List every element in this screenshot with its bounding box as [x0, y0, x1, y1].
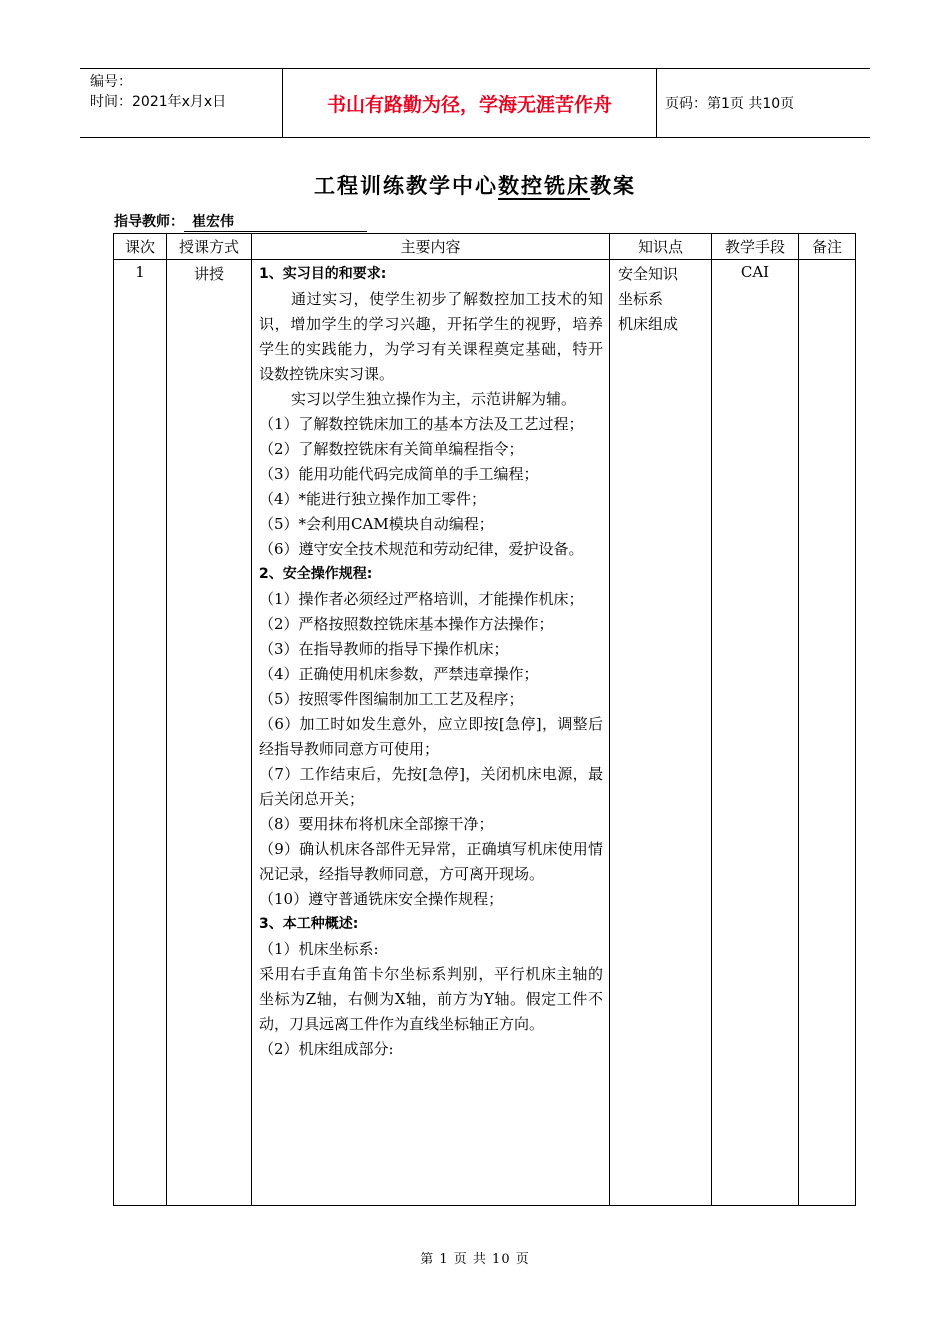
content-paragraph: 采用右手直角笛卡尔坐标系判别，平行机床主轴的坐标为Z轴，右侧为X轴，前方为Y轴。假定工件不动，刀具远离工件作为直线坐标轴正方向。 [259, 965, 603, 1033]
header-lesson: 课次 [114, 234, 167, 260]
content-paragraph: （1）操作者必须经过严格培训，才能操作机床； [259, 590, 584, 608]
knowledge-item: 机床组成 [618, 315, 679, 333]
motto: 书山有路勤为径，学海无涯苦作舟 [282, 69, 657, 137]
content-paragraph: 通过实习，使学生初步了解数控加工技术的知识，增加学生的学习兴趣，开拓学生的视野，培养学生的实践能力，为学习有关课程奠定基础，特开设数控铣床实习课。 [259, 290, 603, 383]
content-paragraph: （4）*能进行独立操作加工零件； [259, 490, 487, 508]
content-paragraph: （1）了解数控铣床加工的基本方法及工艺过程； [259, 415, 584, 433]
knowledge-item: 坐标系 [618, 290, 664, 308]
content-paragraph: （3）能用功能代码完成简单的手工编程； [259, 465, 539, 483]
content-paragraph: （2）机床组成部分: [259, 1040, 394, 1058]
title-suffix: 教案 [590, 174, 636, 198]
page-info: 页码：第1页 共10页 [665, 96, 795, 112]
section-heading: 3、本工种概述: [259, 916, 359, 932]
content-paragraph: （4）正确使用机床参数，严禁违章操作； [259, 665, 539, 683]
content-paragraph: （3）在指导教师的指导下操作机床； [259, 640, 509, 658]
header-content: 主要内容 [252, 234, 610, 260]
header-remark: 备注 [799, 234, 856, 260]
content-paragraph: （9）确认机床各部件无异常，正确填写机床使用情况记录，经指导教师同意，方可离开现场。 [259, 840, 603, 883]
content-paragraph: （5）*会利用CAM模块自动编程； [259, 515, 494, 533]
teacher-label: 指导教师： [114, 214, 184, 230]
teaching-means: CAI [712, 260, 799, 1206]
table-row [114, 260, 856, 1206]
title-subject: 数控铣床 [498, 174, 590, 198]
header-means: 教学手段 [712, 234, 799, 260]
content-paragraph: （6）加工时如发生意外，应立即按[急停]，调整后经指导教师同意方可使用； [259, 715, 603, 758]
lesson-plan-table [113, 233, 856, 1206]
content-paragraph: （6）遵守安全技术规范和劳动纪律，爱护设备。 [259, 540, 584, 558]
knowledge-points [610, 260, 712, 1206]
header-mode: 授课方式 [167, 234, 252, 260]
section-heading: 2、安全操作规程: [259, 566, 373, 582]
time-label: 时间：2021年x月x日 [90, 94, 227, 110]
header-knowledge: 知识点 [610, 234, 712, 260]
content-paragraph: 实习以学生独立操作为主，示范讲解为辅。 [291, 390, 577, 408]
content-paragraph: （5）按照零件图编制加工工艺及程序； [259, 690, 524, 708]
page-header [80, 68, 870, 138]
header-meta [90, 72, 226, 112]
content-paragraph: （7）工作结束后，先按[急停]，关闭机床电源，最后关闭总开关； [259, 765, 603, 808]
page-footer: 第 1 页 共 10 页 [420, 1252, 530, 1267]
knowledge-item: 安全知识 [618, 265, 679, 283]
serial-label: 编号： [90, 74, 132, 90]
title-prefix: 工程训练教学中心 [314, 174, 498, 198]
main-content [252, 260, 610, 1206]
content-paragraph: （10）遵守普通铣床安全操作规程； [259, 890, 504, 908]
document-title [0, 170, 950, 200]
table-header-row [114, 234, 856, 260]
section-heading: 1、实习目的和要求: [259, 266, 387, 282]
content-paragraph: （2）严格按照数控铣床基本操作方法操作； [259, 615, 554, 633]
remark [799, 260, 856, 1206]
teacher-line [114, 211, 367, 232]
content-paragraph: （8）要用抹布将机床全部擦干净； [259, 815, 494, 833]
lesson-number: 1 [114, 260, 167, 1206]
teaching-mode: 讲授 [167, 260, 252, 1206]
content-paragraph: （2）了解数控铣床有关简单编程指令； [259, 440, 524, 458]
content-paragraph: （1）机床坐标系: [259, 940, 379, 958]
teacher-name: 崔宏伟 [184, 211, 367, 232]
